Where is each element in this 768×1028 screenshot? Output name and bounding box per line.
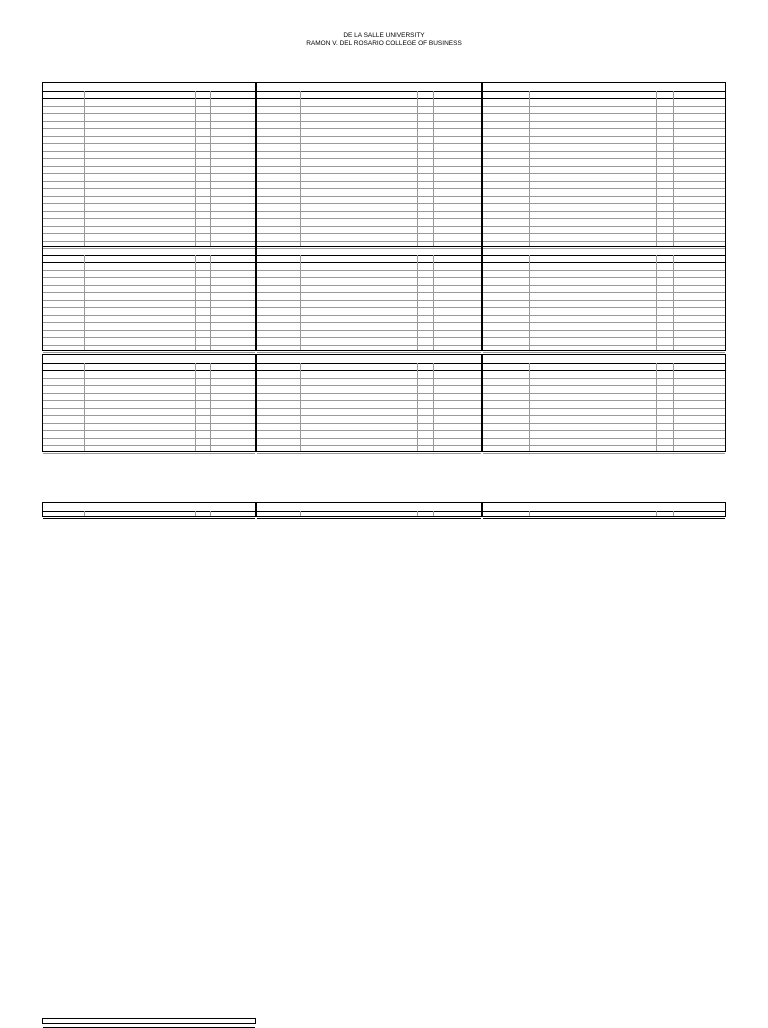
table-header-row [43,511,255,520]
table-row [483,345,725,354]
column-divider [656,511,657,517]
term-table [256,354,482,452]
column-divider [673,363,674,451]
table-row [257,445,481,454]
column-divider [195,91,196,247]
column-divider [84,511,85,517]
table-row [43,445,255,454]
column-divider [529,363,530,451]
term-table [42,1018,256,1024]
column-divider [656,255,657,351]
column-divider [656,363,657,451]
column-divider [210,511,211,517]
term-table [256,82,482,247]
table-header-row [257,511,481,520]
column-divider [84,363,85,451]
term-table [42,246,256,351]
column-divider [210,255,211,351]
table-header-row [483,511,725,520]
column-divider [433,91,434,247]
column-divider [529,91,530,247]
term-table [482,246,726,351]
column-divider [210,91,211,247]
table-header-row [43,1019,255,1028]
column-divider [417,255,418,351]
column-divider [417,91,418,247]
term-table [256,246,482,351]
column-divider [300,511,301,517]
table-row [257,345,481,354]
term-table [42,82,256,247]
column-divider [210,363,211,451]
term-table [42,354,256,452]
term-table [482,354,726,452]
column-divider [300,91,301,247]
column-divider [195,255,196,351]
column-divider [84,255,85,351]
column-divider [195,511,196,517]
column-divider [673,255,674,351]
column-divider [84,91,85,247]
column-divider [529,255,530,351]
college-name: RAMON V. DEL ROSARIO COLLEGE OF BUSINESS [306,40,462,47]
column-divider [529,511,530,517]
column-divider [673,91,674,247]
column-divider [417,511,418,517]
column-divider [417,363,418,451]
term-table [42,502,256,517]
table-row [483,445,725,454]
column-divider [433,255,434,351]
column-divider [195,363,196,451]
term-table [482,502,726,517]
column-divider [433,363,434,451]
column-divider [433,511,434,517]
column-divider [656,91,657,247]
column-divider [300,255,301,351]
term-table [482,82,726,247]
university-name: DE LA SALLE UNIVERSITY [343,32,425,39]
term-table [256,502,482,517]
column-divider [300,363,301,451]
column-divider [673,511,674,517]
table-row [43,345,255,354]
